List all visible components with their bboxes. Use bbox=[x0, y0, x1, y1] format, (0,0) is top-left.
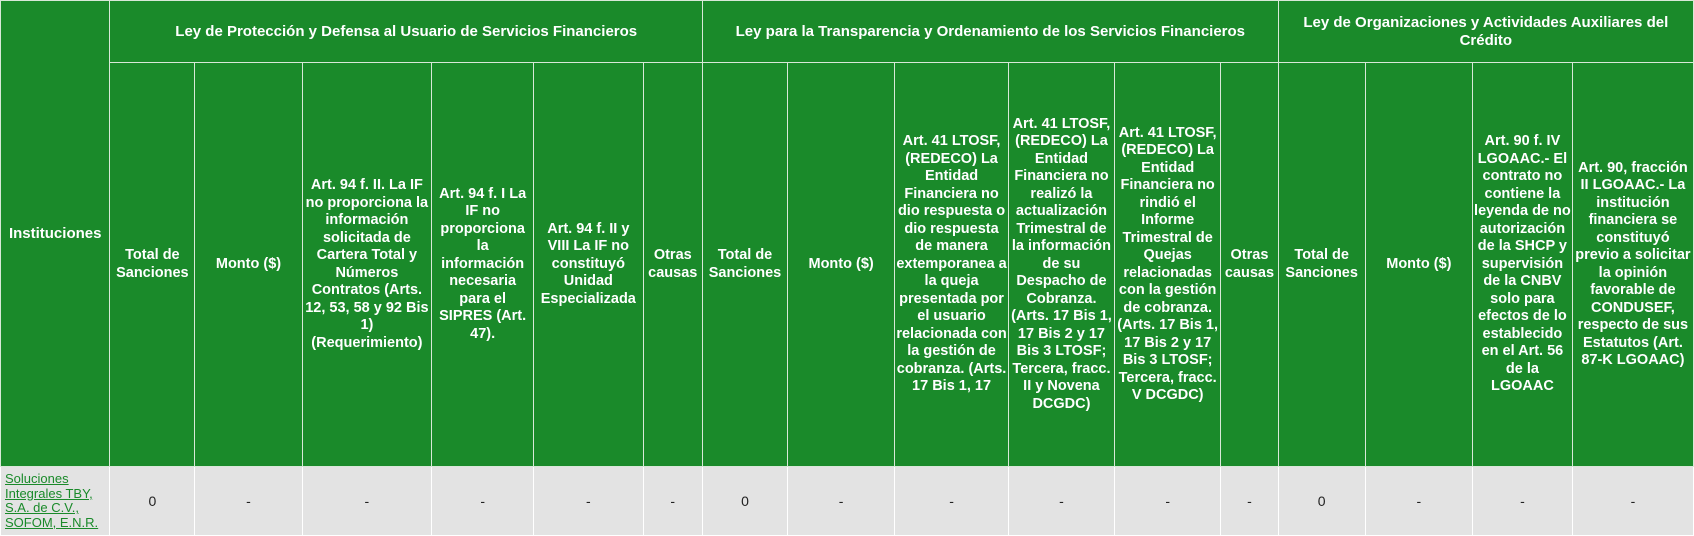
column-header-art41-informe: Art. 41 LTOSF, (REDECO) La Entidad Financiera no rindió el Informe Trimestral de Quejas relacionadas con la gestión de cobranza. (Arts. 17 Bis 1, 17 Bis 2 y 17 Bis 3 LTOSF; Tercera, fracc. V DCGDC) bbox=[1115, 63, 1221, 467]
column-header-total-sanciones: Total de Sanciones bbox=[1278, 63, 1365, 467]
column-header-art90-f2: Art. 90, fracción II LGOAAC.- La institución financiera se constituyó previo a solicitar la opinión favorable de CONDUSEF, respecto de sus Estatutos (Art. 87-K LGOAAC) bbox=[1572, 63, 1693, 467]
column-header-art41-actualizacion: Art. 41 LTOSF, (REDECO) La Entidad Financiera no realizó la actualización Trimestral de la información de su Despacho de Cobranza. (Arts. 17 Bis 1, 17 Bis 2 y 17 Bis 3 LTOSF; Tercera, fracc. II y Novena DCGDC) bbox=[1008, 63, 1114, 467]
law-header-ltosf: Ley para la Transparencia y Ordenamiento de los Servicios Financieros bbox=[703, 1, 1279, 63]
column-header-otras-causas: Otras causas bbox=[1221, 63, 1278, 467]
table-cell: 0 bbox=[703, 467, 788, 536]
table-cell: - bbox=[302, 467, 432, 536]
column-header-total-sanciones: Total de Sanciones bbox=[703, 63, 788, 467]
column-header-row bbox=[1, 63, 1694, 467]
table-cell: - bbox=[1008, 467, 1114, 536]
table-cell: - bbox=[1115, 467, 1221, 536]
table-cell: - bbox=[1572, 467, 1693, 536]
table-cell: - bbox=[432, 467, 534, 536]
column-header-total-sanciones: Total de Sanciones bbox=[110, 63, 195, 467]
institution-link[interactable]: Soluciones Integrales TBY, S.A. de C.V., SOFOM, E.N.R. bbox=[5, 471, 99, 530]
law-header-lgoaac: Ley de Organizaciones y Actividades Auxiliares del Crédito bbox=[1278, 1, 1693, 63]
table-cell: - bbox=[1365, 467, 1472, 536]
column-header-art94-f2: Art. 94 f. II. La IF no proporciona la información solicitada de Cartera Total y Números Contratos (Arts. 12, 53, 58 y 92 Bis 1) (Requerimiento) bbox=[302, 63, 432, 467]
law-header-lpdusf: Ley de Protección y Defensa al Usuario de Servicios Financieros bbox=[110, 1, 703, 63]
column-header-art90-f4: Art. 90 f. IV LGOAAC.- El contrato no contiene la leyenda de no autorización de la SHCP y supervisión de la CNBV solo para efectos de lo establecido en el Art. 56 de la LGOAAC bbox=[1472, 63, 1572, 467]
column-header-monto: Monto ($) bbox=[195, 63, 302, 467]
table-cell: - bbox=[895, 467, 1009, 536]
table-cell: - bbox=[1472, 467, 1572, 536]
column-header-art94-f1: Art. 94 f. I La IF no proporciona la información necesaria para el SIPRES (Art. 47). bbox=[432, 63, 534, 467]
institutions-header: Instituciones bbox=[1, 1, 110, 467]
table-cell: - bbox=[195, 467, 302, 536]
law-header-row bbox=[1, 1, 1694, 63]
table-cell: 0 bbox=[1278, 467, 1365, 536]
table-cell: - bbox=[787, 467, 894, 536]
column-header-art94-f2-f8: Art. 94 f. II y VIII La IF no constituyó Unidad Especializada bbox=[534, 63, 643, 467]
table-cell: - bbox=[1221, 467, 1278, 536]
column-header-otras-causas: Otras causas bbox=[643, 63, 703, 467]
table-cell: 0 bbox=[110, 467, 195, 536]
table-row bbox=[1, 467, 1694, 536]
table-cell: - bbox=[643, 467, 703, 536]
column-header-art41-respuesta: Art. 41 LTOSF, (REDECO) La Entidad Financiera no dio respuesta o dio respuesta de manera extemporanea a la queja presentada por el usuario relacionada con la gestión de cobranza. (Arts. 17 Bis 1, 17 bbox=[895, 63, 1009, 467]
column-header-monto: Monto ($) bbox=[787, 63, 894, 467]
institution-cell bbox=[1, 467, 110, 536]
column-header-monto: Monto ($) bbox=[1365, 63, 1472, 467]
table-cell: - bbox=[534, 467, 643, 536]
